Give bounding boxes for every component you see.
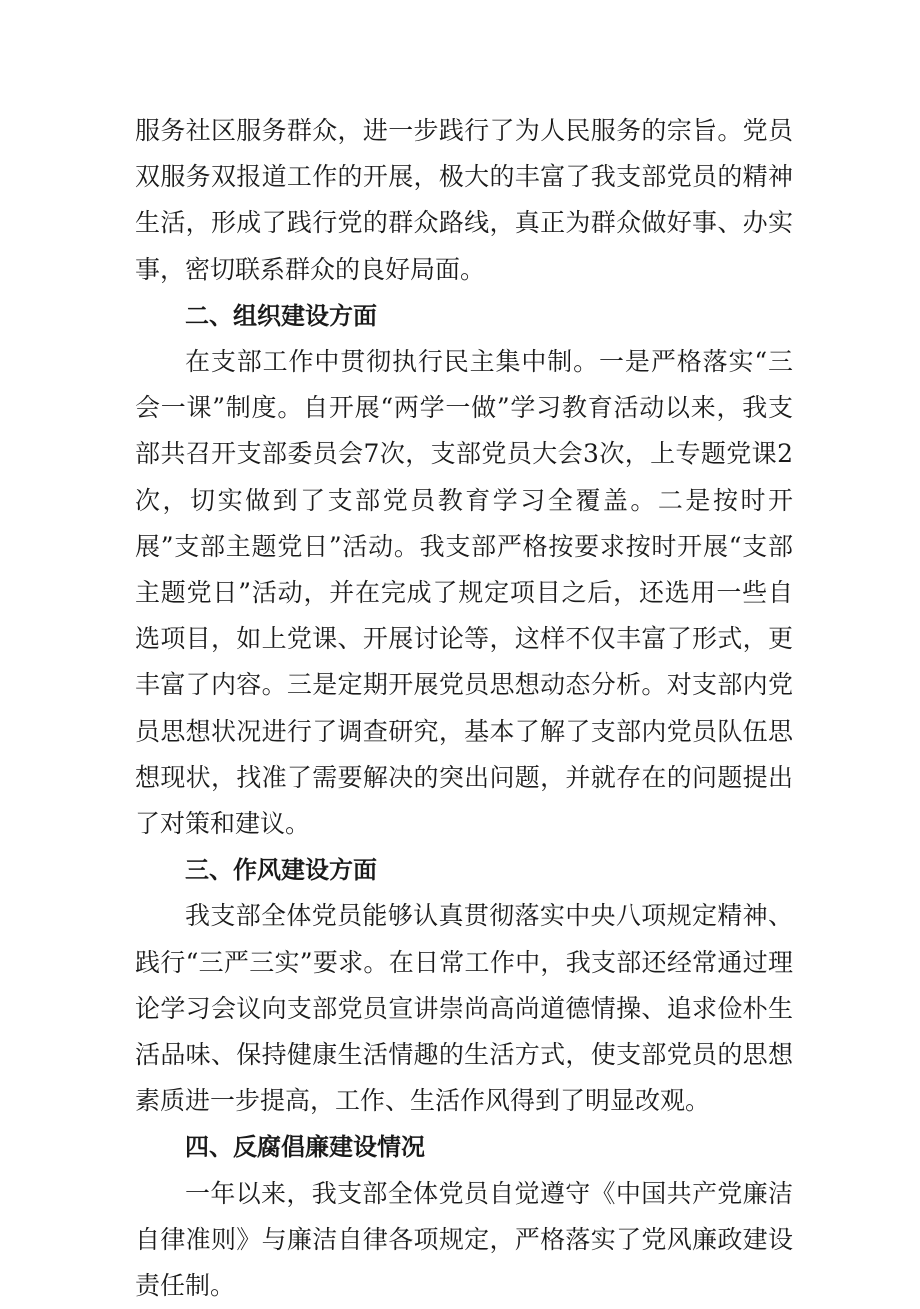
section-heading-anti-corruption: 四、反腐倡廉建设情况: [185, 1133, 425, 1162]
document-body: [135, 108, 793, 1309]
paragraph-organization: 在支部工作中贯彻执行民主集中制。一是严格落实“三会一课”制度。自开展“两学一做”学习教育活动以来，我支部共召开支部委员会7次，支部党员大会3次，上专题党课2次，切实做到了支部党员教育学习全覆盖。二是按时开展”支部主题党日”活动。我支部严格按要求按时开展“支部主题党日”活动，并在完成了规定项目之后，还选用一些自选项目，如上党课、开展讨论等，这样不仅丰富了形式，更丰富了内容。三是定期开展党员思想动态分析。对支部内党员思想状况进行了调查研究，基本了解了支部内党员队伍思想现状，找准了需要解决的突出问题，并就存在的问题提出了对策和建议。: [135, 347, 793, 839]
section-heading-organization: 二、组织建设方面: [185, 301, 377, 330]
paragraph-continued: 服务社区服务群众，进一步践行了为人民服务的宗旨。党员双服务双报道工作的开展，极大的丰富了我支部党员的精神生活，形成了践行党的群众路线，真正为群众做好事、办实事，密切联系群众的良好局面。: [135, 116, 793, 284]
paragraph-work-style: 我支部全体党员能够认真贯彻落实中央八项规定精神、践行“三严三实”要求。在日常工作中，我支部还经常通过理论学习会议向支部党员宣讲崇尚高尚道德情操、追求俭朴生活品味、保持健康生活情趣的生活方式，使支部党员的思想素质进一步提高，工作、生活作风得到了明显改观。: [135, 901, 793, 1116]
paragraph-anti-corruption: 一年以来，我支部全体党员自觉遵守《中国共产党廉洁自律准则》与廉洁自律各项规定，严格落实了党风廉政建设责任制。: [135, 1178, 793, 1301]
section-heading-work-style: 三、作风建设方面: [185, 856, 377, 885]
